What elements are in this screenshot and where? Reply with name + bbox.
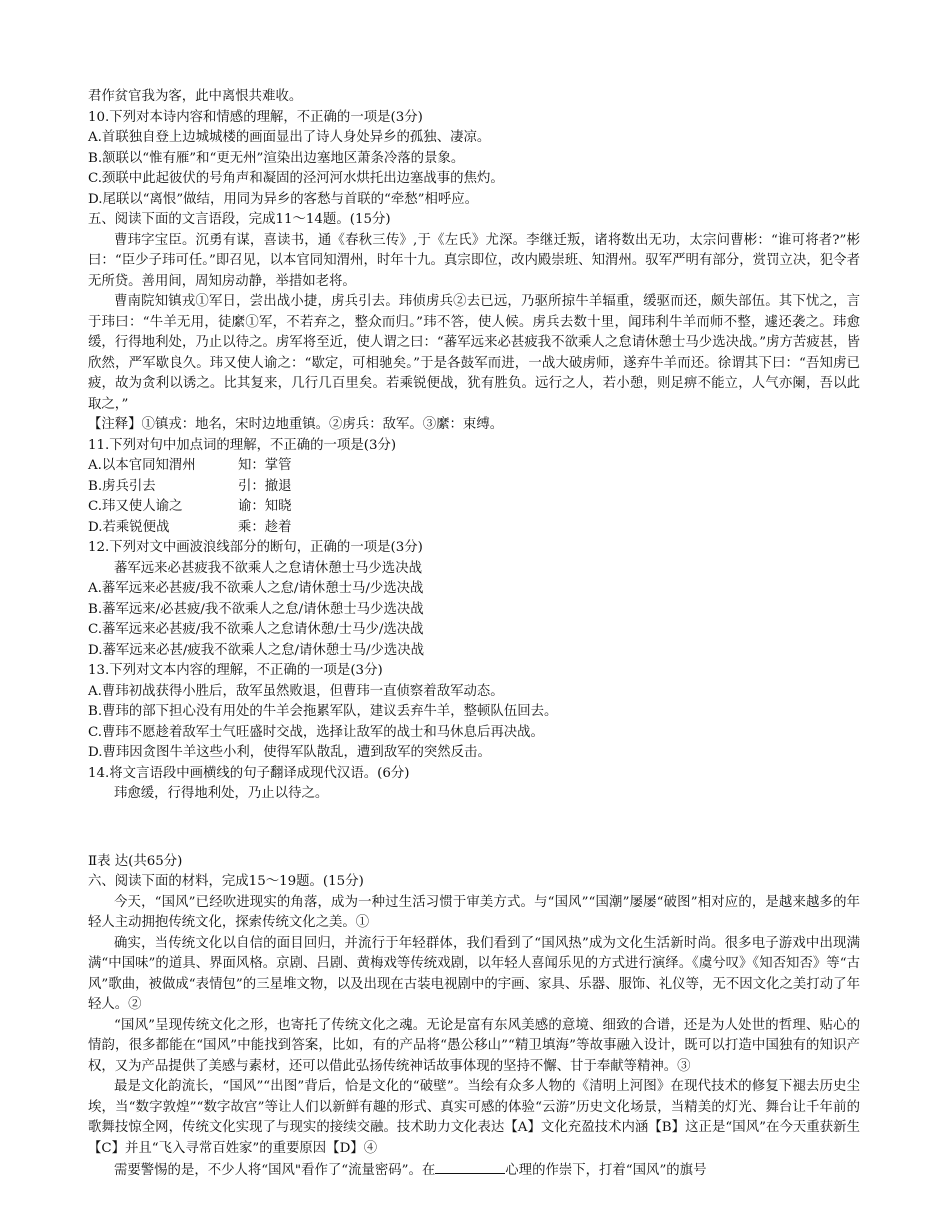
q11-option-b-gloss: 引：撤退 xyxy=(238,478,292,494)
q11-option-c xyxy=(88,497,860,518)
q10-option-a: A.首联独自登上边城城楼的画面显出了诗人身处异乡的孤独、凄凉。 xyxy=(88,130,491,145)
q14-sentence: 玮愈缓，行得地利处，乃止以待之。 xyxy=(114,786,329,801)
question-12 xyxy=(88,538,860,661)
q10-option-b: B.颔联以“惟有雁”和“更无州”渲染出边塞地区萧条冷落的景象。 xyxy=(88,150,465,166)
q13-option-d: D.曹玮因贪图牛羊这些小利，使得军队散乱，遭到敌军的突然反击。 xyxy=(88,745,491,760)
q11-option-c-phrase: C.玮又使人谕之 xyxy=(88,499,183,514)
question-10 xyxy=(88,108,860,211)
q11-option-d-gloss: 乘：趁着 xyxy=(238,519,292,535)
fill-in-blank[interactable] xyxy=(435,1159,505,1174)
q11-option-b xyxy=(88,477,860,498)
part-2-heading: Ⅱ表 达(共65分) xyxy=(88,853,183,869)
question-11 xyxy=(88,436,860,539)
paragraph-5-text-before-blank: 需要警惕的是，不少人将“国风"看作了“流量密码”。在 xyxy=(114,1163,436,1178)
q12-option-d: D.蕃军远来必甚/疲我不欲乘人之怠/请休憩士马/少选决战 xyxy=(88,642,425,658)
exam-page xyxy=(88,87,860,1182)
q12-sentence: 蕃军远来必甚疲我不欲乘人之怠请休憩士马少选决战 xyxy=(114,560,422,576)
q13-option-a: A.曹玮初战获得小胜后，敌军虽然败退，但曹玮一直侦察着敌军动态。 xyxy=(88,683,504,699)
q13-option-c: C.曹玮不愿趁着敌军士气旺盛时交战，选择让敌军的战士和马休息后再决战。 xyxy=(88,724,544,740)
section-5-heading: 五、阅读下面的文言语段，完成11～14题。(15分) xyxy=(88,212,391,227)
passage-notes: 【注释】①镇戎：地名，宋时边地重镇。②虏兵：敌军。③縻：束缚。 xyxy=(88,417,504,432)
q14-stem: 14.将文言语段中画横线的句子翻译成现代汉语。(6分) xyxy=(88,765,410,781)
paragraph-5-text-after-blank: 心理的作崇下，打着“国风”的旗号 xyxy=(505,1163,707,1178)
q12-option-b: B.蕃军远来/必甚疲/我不欲乘人之怠/请休憩士马少选决战 xyxy=(88,601,424,617)
q10-option-c: C.颈联中此起彼伏的号角声和凝固的泾河河水烘托出边塞战事的焦灼。 xyxy=(88,171,504,186)
q12-option-a: A.蕃军远来必甚疲/我不欲乘人之怠/请休憩士马/少选决战 xyxy=(88,581,424,596)
classical-passage-paragraph-1: 曹玮字宝臣。沉勇有谋，喜读书，通《春秋三传》,于《左氏》尤深。李继迁叛，诸将数出无功，太宗问曹彬：“谁可将者?”彬曰：“臣少子玮可任。”即召见，以本官同知渭州，时年十九。真宗即位，改内殿崇班、知渭州。驭军严明有部分，赏罚立决，犯令者无所贷。善用间，周知房动静，举措如老将。 xyxy=(88,232,860,289)
q10-stem: 10.下列对本诗内容和情感的理解，不正确的一项是(3分) xyxy=(88,109,423,125)
q11-option-d-phrase: D.若乘锐便战 xyxy=(88,519,170,535)
q10-option-d: D.尾联以“离恨”做结，用同为异乡的客愁与首联的“牵愁”相呼应。 xyxy=(88,191,479,207)
answer-space xyxy=(88,805,860,852)
modern-passage-paragraph-3: “国风”呈现传统文化之形，也寄托了传统文化之魂。无论是富有东风美感的意境、细致的合谱，还是为人处世的哲理、贴心的情韵，很多都能在“国风”中能找到答案，比如，有的产品将“愚公移山”“精卫填海”等故事融入设计，既可以打造中国独有的知识产权，又为产品提供了美感与素材，还可以借此弘扬传统神话故事体现的坚持不懈、甘于奉献等精神。③ xyxy=(88,1017,860,1074)
q11-option-a xyxy=(88,456,860,477)
q11-option-d xyxy=(88,518,860,539)
modern-passage-paragraph-1: 今天，“国风”已经吹进现实的角落，成为一种过生活习惯于审美方式。与“国风”“国潮”屡屡“破图”相对应的，是越来越多的年轻人主动拥抱传统文化，探索传统文化之美。① xyxy=(88,894,860,930)
question-14 xyxy=(88,764,860,805)
q11-option-c-gloss: 谕：知晓 xyxy=(238,499,292,514)
modern-passage-paragraph-4: 最是文化韵流长，“国风”“出图”背后，恰是文化的“破壁”。当绘有众多人物的《清明上河图》在现代技术的修复下褪去历史尘埃，当“数字敦煌”“数字故宫”等让人们以新鲜有趣的形式、真实可感的体验“云游”历史文化场景，当精美的灯光、舞台让千年前的歌舞技惊全网，传统文化实现了与现实的接续交融。技术助力文化表达【A】文化充盈技术内涵【B】这正是“国风”在今天重获新生【C】并且“飞入寻常百姓家”的重要原因【D】④ xyxy=(88,1079,860,1156)
q12-option-c: C.蕃军远来必甚疲/我不欲乘人之怠请休憩/士马少/选决战 xyxy=(88,622,424,637)
modern-passage-paragraph-5 xyxy=(88,1159,860,1182)
poem-last-line: 君作贫官我为客，此中离恨共难收。 xyxy=(88,89,303,104)
q13-stem: 13.下列对文本内容的理解，不正确的一项是(3分) xyxy=(88,663,383,678)
question-13 xyxy=(88,661,860,764)
modern-passage-paragraph-2: 确实，当传统文化以自信的面目回归，并流行于年轻群体，我们看到了“国风热”成为文化生活新时尚。很多电子游戏中出现满满“中国味”的道具、界面风格。京剧、吕剧、黄梅戏等传统戏剧，以年轻人喜闻乐见的方式进行演绎。《虞兮叹》《知否知否》等“古风”歌曲，被做成“表情包”的三星堆文物，以及出现在古装电视剧中的宇画、家具、乐器、服饰、礼仪等，无不因文化之美打动了年轻人。② xyxy=(88,935,860,1012)
q11-option-a-gloss: 知：掌管 xyxy=(238,458,292,473)
q13-option-b: B.曹玮的部下担心没有用处的牛羊会拖累军队，建议丢弃牛羊，整顿队伍回去。 xyxy=(88,704,558,719)
q12-stem: 12.下列对文中画波浪线部分的断句，正确的一项是(3分) xyxy=(88,540,423,555)
classical-passage-paragraph-2: 曹南院知镇戎①军日，尝出战小捷，虏兵引去。玮侦虏兵②去已远，乃驱所掠牛羊辐重，缓驱而还，颇失部伍。其下忧之，言于玮曰：“牛羊无用，徒縻①军，不若弃之，整众而归。”玮不答，使人候。虏兵去数十里，闻玮利牛羊而师不整，遽还袭之。玮愈缓，行得地利处，乃止以待之。虏军将至近，使人谓之曰：“蕃军远来必甚疲我不欲乘人之怠请休憩士马少选决战。”虏方苦疲甚，皆欣然，严军歇良久。玮又使人谕之：“歇定，可相驰矣。”于是各鼓军而进，一战大破虏师，遂弃牛羊而还。徐谓其下曰：“吾知虏已疲，故为贪利以诱之。比其复来，几行几百里矣。若乘锐便战，犹有胜负。远行之人，若小憩，则足痹不能立，人气亦阑，吾以此取之，” xyxy=(88,294,860,412)
q11-option-a-phrase: A.以本官同知渭州 xyxy=(88,458,196,473)
q11-stem: 11.下列对句中加点词的理解，不正确的一项是(3分) xyxy=(88,437,397,453)
section-6-heading: 六、阅读下面的材料，完成15～19题。(15分) xyxy=(88,874,364,889)
q11-option-b-phrase: B.虏兵引去 xyxy=(88,478,156,494)
